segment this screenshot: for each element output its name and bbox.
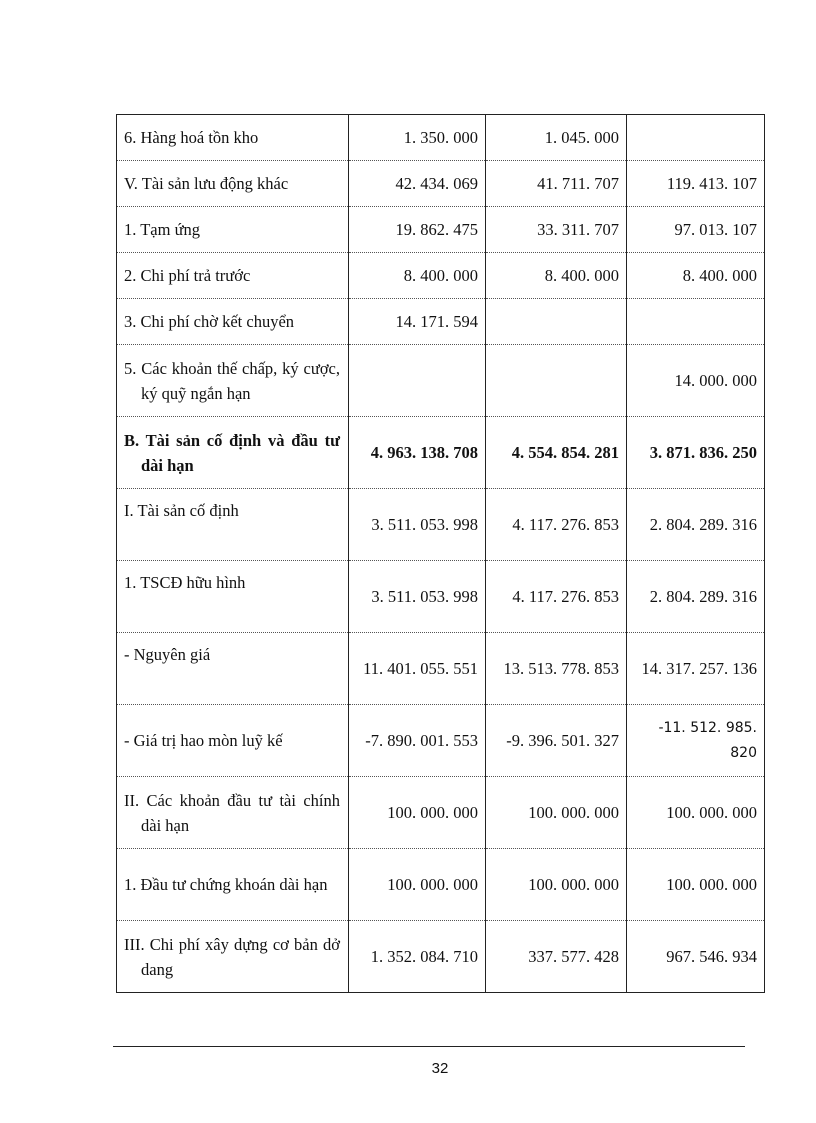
row-label: - Giá trị hao mòn luỹ kế (117, 705, 349, 777)
value-cell: 8. 400. 000 (486, 253, 627, 299)
table-row (117, 253, 765, 299)
value-cell: 100. 000. 000 (627, 849, 765, 921)
value-cell: 13. 513. 778. 853 (486, 633, 627, 705)
value-cell: 4. 117. 276. 853 (486, 561, 627, 633)
value-cell: 2. 804. 289. 316 (627, 489, 765, 561)
value-cell: 100. 000. 000 (349, 777, 486, 849)
value-cell: -11. 512. 985. 820 (627, 705, 765, 777)
value-cell: 11. 401. 055. 551 (349, 633, 486, 705)
value-cell: 967. 546. 934 (627, 921, 765, 993)
row-label: 1. TSCĐ hữu hình (117, 561, 349, 633)
value-cell (627, 115, 765, 161)
table-row (117, 115, 765, 161)
value-cell: 4. 554. 854. 281 (486, 417, 627, 489)
table-row (117, 207, 765, 253)
row-label: 6. Hàng hoá tồn kho (117, 115, 349, 161)
value-cell: 14. 317. 257. 136 (627, 633, 765, 705)
row-label: V. Tài sản lưu động khác (117, 161, 349, 207)
table-row (117, 299, 765, 345)
value-cell: 8. 400. 000 (627, 253, 765, 299)
row-label: 5. Các khoản thế chấp, ký cược, ký quỹ ngắn hạn (117, 345, 349, 417)
table-row (117, 921, 765, 993)
row-label: I. Tài sản cố định (117, 489, 349, 561)
page-number: 32 (431, 1060, 449, 1077)
table-row (117, 417, 765, 489)
value-cell: 3. 511. 053. 998 (349, 561, 486, 633)
row-label: III. Chi phí xây dựng cơ bản dở dang (117, 921, 349, 993)
value-cell: 3. 871. 836. 250 (627, 417, 765, 489)
balance-sheet-table (116, 114, 765, 993)
value-cell: 3. 511. 053. 998 (349, 489, 486, 561)
value-cell: 100. 000. 000 (349, 849, 486, 921)
footer-divider (113, 1046, 745, 1047)
value-cell (486, 299, 627, 345)
value-cell: -9. 396. 501. 327 (486, 705, 627, 777)
row-label: II. Các khoản đầu tư tài chính dài hạn (117, 777, 349, 849)
value-cell (627, 299, 765, 345)
value-cell: 100. 000. 000 (486, 849, 627, 921)
value-cell: 1. 352. 084. 710 (349, 921, 486, 993)
table-row (117, 849, 765, 921)
value-cell: 42. 434. 069 (349, 161, 486, 207)
value-cell: 100. 000. 000 (486, 777, 627, 849)
table-row (117, 705, 765, 777)
value-cell: 19. 862. 475 (349, 207, 486, 253)
value-cell (349, 345, 486, 417)
table-row (117, 633, 765, 705)
value-cell (486, 345, 627, 417)
value-cell: 100. 000. 000 (627, 777, 765, 849)
table-row (117, 161, 765, 207)
value-cell: 14. 171. 594 (349, 299, 486, 345)
value-cell: 337. 577. 428 (486, 921, 627, 993)
row-label: 2. Chi phí trả trước (117, 253, 349, 299)
table-row (117, 489, 765, 561)
value-cell: 1. 350. 000 (349, 115, 486, 161)
value-cell: 97. 013. 107 (627, 207, 765, 253)
value-cell: -7. 890. 001. 553 (349, 705, 486, 777)
value-cell: 33. 311. 707 (486, 207, 627, 253)
table-row (117, 561, 765, 633)
row-label: - Nguyên giá (117, 633, 349, 705)
row-label: 1. Đầu tư chứng khoán dài hạn (117, 849, 349, 921)
value-cell: 4. 963. 138. 708 (349, 417, 486, 489)
table-row (117, 777, 765, 849)
row-label: 3. Chi phí chờ kết chuyển (117, 299, 349, 345)
row-label: B. Tài sản cố định và đầu tư dài hạn (117, 417, 349, 489)
value-cell: 2. 804. 289. 316 (627, 561, 765, 633)
value-cell: 8. 400. 000 (349, 253, 486, 299)
value-cell: 119. 413. 107 (627, 161, 765, 207)
value-cell: 14. 000. 000 (627, 345, 765, 417)
value-cell: 1. 045. 000 (486, 115, 627, 161)
row-label: 1. Tạm ứng (117, 207, 349, 253)
table-row (117, 345, 765, 417)
value-cell: 41. 711. 707 (486, 161, 627, 207)
value-cell: 4. 117. 276. 853 (486, 489, 627, 561)
